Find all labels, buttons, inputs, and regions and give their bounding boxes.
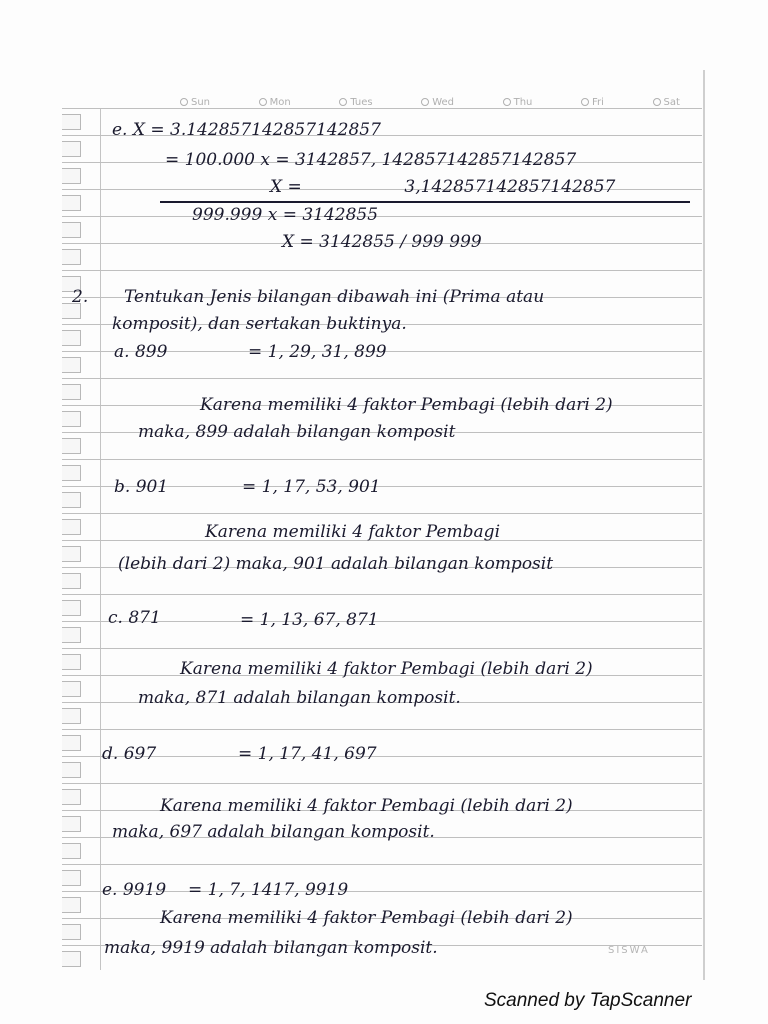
binding-tab (62, 195, 81, 211)
item-a-factors: = 1, 29, 31, 899 (248, 342, 387, 362)
item-e-factors: = 1, 7, 1417, 9919 (188, 880, 349, 900)
binding-tab (62, 951, 81, 967)
binding-tab (62, 465, 81, 481)
weekday-label: Thu (513, 96, 533, 108)
ruled-line (62, 270, 702, 271)
binding-tab (62, 492, 81, 508)
item-a-reason-line1: Karena memiliki 4 faktor Pembagi (lebih dari 2) (200, 395, 613, 415)
ruled-line (62, 648, 702, 649)
ruled-line (62, 729, 702, 730)
binding-tab (62, 330, 81, 346)
ruled-line (62, 378, 702, 379)
binding-tab (62, 681, 81, 697)
binding-tab (62, 222, 81, 238)
item-b-reason-line1: Karena memiliki 4 faktor Pembagi (205, 522, 501, 542)
weekday-label: Sat (663, 96, 680, 108)
item-c-reason-line2: maka, 871 adalah bilangan komposit. (138, 688, 461, 708)
binding-tab (62, 141, 81, 157)
weekday-label: Wed (432, 96, 455, 108)
problem-1e-line5: X = 3142855 / 999 999 (282, 232, 482, 252)
weekday-label: Mon (269, 96, 291, 108)
ruled-line (62, 216, 702, 217)
binding-tab (62, 168, 81, 184)
problem-2-prompt-line2: komposit), dan sertakan buktinya. (112, 314, 407, 334)
weekday-checkbox-icon (581, 98, 589, 106)
notebook-brand-mark: SISWA (608, 945, 650, 956)
binding-tab (62, 897, 81, 913)
weekday-checkbox-icon (180, 98, 188, 106)
item-b-reason-line2: (lebih dari 2) maka, 901 adalah bilangan komposit (118, 554, 554, 574)
binding-tab (62, 789, 81, 805)
ruled-line (62, 108, 702, 109)
problem-1e-line4: 999.999 x = 3142855 (192, 205, 379, 225)
weekday-checkbox-icon (339, 98, 347, 106)
problem-2-number: 2. (72, 287, 89, 307)
item-b-factors: = 1, 17, 53, 901 (242, 477, 381, 497)
problem-1e-line2: = 100.000 x = 3142857, 142857142857142857 (165, 150, 577, 170)
item-e-reason-line2: maka, 9919 adalah bilangan komposit. (104, 938, 438, 958)
binding-tab (62, 816, 81, 832)
problem-1e-line3: X = 3,142857142857142857 (270, 177, 616, 197)
weekday-checkbox-icon (503, 98, 511, 106)
item-d-factors: = 1, 17, 41, 697 (238, 744, 377, 764)
item-c-reason-line1: Karena memiliki 4 faktor Pembagi (lebih dari 2) (180, 659, 593, 679)
ruled-line (62, 756, 702, 757)
scanner-watermark: Scanned by TapScanner (484, 990, 692, 1011)
binding-tab (62, 708, 81, 724)
item-d-reason-line1: Karena memiliki 4 faktor Pembagi (lebih dari 2) (160, 796, 573, 816)
binding-tab (62, 384, 81, 400)
page-edge (703, 70, 705, 980)
weekday-checkbox-icon (259, 98, 267, 106)
item-a-label: a. 899 (114, 342, 168, 362)
item-e-reason-line1: Karena memiliki 4 faktor Pembagi (lebih dari 2) (160, 908, 573, 928)
weekday-checkbox-icon (421, 98, 429, 106)
binding-tab (62, 627, 81, 643)
ruled-line (62, 864, 702, 865)
binding-tab (62, 843, 81, 859)
subtraction-line (160, 201, 690, 203)
binding-tab (62, 357, 81, 373)
binding-tab (62, 573, 81, 589)
item-c-label: c. 871 (108, 608, 161, 628)
binding-tab (62, 411, 81, 427)
margin-line (100, 108, 101, 970)
binding-tab (62, 438, 81, 454)
binding-tab (62, 114, 81, 130)
item-d-label: d. 697 (102, 744, 157, 764)
binding-tab (62, 249, 81, 265)
ruled-line (62, 513, 702, 514)
weekday-label: Tues (350, 96, 373, 108)
binding-tab (62, 600, 81, 616)
ruled-line (62, 783, 702, 784)
ruled-line (62, 594, 702, 595)
item-a-reason-line2: maka, 899 adalah bilangan komposit (138, 422, 456, 442)
problem-1e-line1: e. X = 3.142857142857142857 (112, 120, 381, 140)
binding-tab (62, 762, 81, 778)
binding-tab (62, 870, 81, 886)
binding-tab (62, 546, 81, 562)
weekday-label: Sun (191, 96, 211, 108)
binding-tab (62, 654, 81, 670)
item-c-factors: = 1, 13, 67, 871 (240, 610, 379, 630)
binding-tab (62, 924, 81, 940)
weekday-checkbox-icon (653, 98, 661, 106)
binding-tab (62, 519, 81, 535)
ruled-line (62, 459, 702, 460)
weekday-label: Fri (592, 96, 604, 108)
problem-2-prompt-line1: Tentukan Jenis bilangan dibawah ini (Prima atau (124, 287, 545, 307)
item-b-label: b. 901 (114, 477, 169, 497)
binding-tab (62, 735, 81, 751)
item-d-reason-line2: maka, 697 adalah bilangan komposit. (112, 822, 435, 842)
item-e-label: e. 9919 (102, 880, 167, 900)
